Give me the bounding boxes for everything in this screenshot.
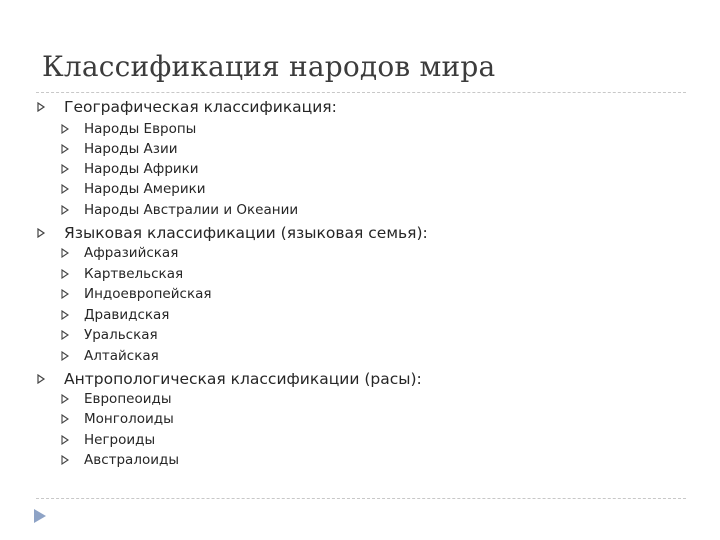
play-arrow-icon[interactable]	[33, 508, 47, 528]
bullet-icon	[60, 455, 70, 465]
bullet-icon	[36, 228, 46, 238]
list-item-text: Индоевропейская	[84, 286, 212, 302]
bullet-icon	[60, 184, 70, 194]
list-item-text: Народы Америки	[84, 181, 206, 197]
bullet-icon	[60, 414, 70, 424]
list-item-text: Уральская	[84, 327, 158, 343]
bullet-icon	[60, 394, 70, 404]
footer-divider	[36, 498, 686, 499]
list-item	[60, 264, 183, 284]
bullet-icon	[60, 144, 70, 154]
list-item-text: Народы Африки	[84, 161, 199, 177]
list-item	[60, 305, 169, 325]
bullet-icon	[60, 351, 70, 361]
bullet-icon	[60, 124, 70, 134]
list-item	[60, 119, 196, 139]
bullet-icon	[60, 435, 70, 445]
section-heading-linguistic	[36, 222, 428, 244]
list-item	[60, 179, 206, 199]
bullet-icon	[60, 330, 70, 340]
list-item	[60, 430, 155, 450]
section-heading-geographic	[36, 96, 337, 118]
list-item	[60, 139, 178, 159]
list-item-text: Картвельская	[84, 266, 184, 282]
bullet-icon	[60, 248, 70, 258]
list-item-text: Народы Азии	[84, 141, 178, 157]
list-item	[60, 243, 178, 263]
list-item-text: Австралоиды	[84, 452, 179, 468]
section-heading-text: Географическая классификация:	[64, 98, 337, 116]
list-item	[60, 346, 159, 366]
list-item-text: Алтайская	[84, 348, 159, 364]
list-item	[60, 409, 174, 429]
list-item-text: Дравидская	[84, 307, 170, 323]
list-item	[60, 389, 171, 409]
bullet-icon	[60, 164, 70, 174]
list-item-text: Монголоиды	[84, 411, 174, 427]
bullet-icon	[60, 310, 70, 320]
bullet-icon	[60, 205, 70, 215]
list-item	[60, 325, 158, 345]
list-item	[60, 200, 298, 220]
section-heading-text: Антропологическая классификации (расы):	[64, 370, 422, 388]
bullet-icon	[36, 102, 46, 112]
list-item	[60, 450, 179, 470]
bullet-icon	[60, 289, 70, 299]
list-item-text: Народы Европы	[84, 121, 197, 137]
list-item	[60, 284, 212, 304]
list-item-text: Афразийская	[84, 245, 179, 261]
list-item	[60, 159, 199, 179]
slide-title: Классификация народов мира	[42, 50, 496, 83]
list-item-text: Народы Австралии и Океании	[84, 202, 299, 218]
bullet-icon	[36, 374, 46, 384]
section-heading-text: Языковая классификации (языковая семья):	[64, 224, 428, 242]
section-heading-anthropological	[36, 368, 422, 390]
list-item-text: Негроиды	[84, 432, 156, 448]
list-item-text: Европеоиды	[84, 391, 172, 407]
bullet-icon	[60, 269, 70, 279]
